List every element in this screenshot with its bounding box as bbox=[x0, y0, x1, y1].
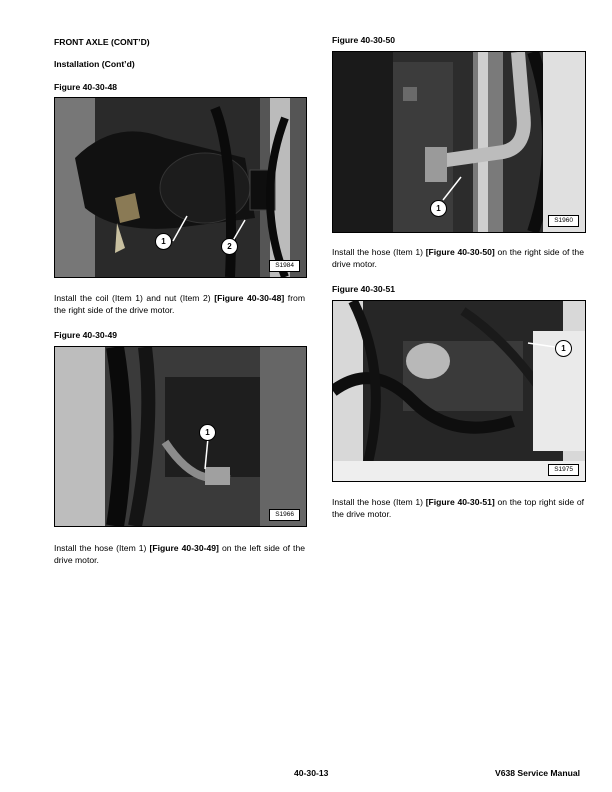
figure-label-48: Figure 40-30-48 bbox=[54, 82, 118, 92]
figure-photo-49 bbox=[54, 346, 307, 527]
figure-code: S1960 bbox=[548, 215, 579, 227]
instruction-48: Install the coil (Item 1) and nut (Item 2) [Figure 40-30-48] from the right side of the drive motor. bbox=[54, 293, 305, 315]
instruction-51: Install the hose (Item 1) [Figure 40-30-51] on the top right side of the drive motor. bbox=[332, 497, 584, 519]
figure-code: S1966 bbox=[269, 509, 300, 521]
callout-2: 2 bbox=[221, 238, 238, 255]
manual-title: V638 Service Manual bbox=[494, 768, 580, 778]
subsection-title: Installation (Cont’d) bbox=[54, 59, 135, 69]
figure-label-49: Figure 40-30-49 bbox=[54, 330, 118, 340]
instruction-49: Install the hose (Item 1) [Figure 40-30-49] on the left side of the drive motor. bbox=[54, 543, 306, 565]
section-title: FRONT AXLE (CONT’D) bbox=[54, 37, 150, 47]
callout-1: 1 bbox=[199, 424, 216, 441]
callout-1: 1 bbox=[430, 200, 447, 217]
figure-photo-51 bbox=[332, 300, 586, 482]
figure-label-51: Figure 40-30-51 bbox=[332, 284, 396, 294]
callout-1: 1 bbox=[155, 233, 172, 250]
callout-1: 1 bbox=[555, 340, 572, 357]
figure-code: S1975 bbox=[548, 464, 579, 476]
figure-code: S1984 bbox=[269, 260, 300, 272]
figure-photo-50 bbox=[332, 51, 586, 233]
figure-label-50: Figure 40-30-50 bbox=[332, 35, 396, 45]
instruction-50: Install the hose (Item 1) [Figure 40-30-50] on the right side of the drive motor. bbox=[332, 247, 584, 269]
figure-photo-48 bbox=[54, 97, 307, 278]
page-number: 40-30-13 bbox=[294, 768, 329, 778]
